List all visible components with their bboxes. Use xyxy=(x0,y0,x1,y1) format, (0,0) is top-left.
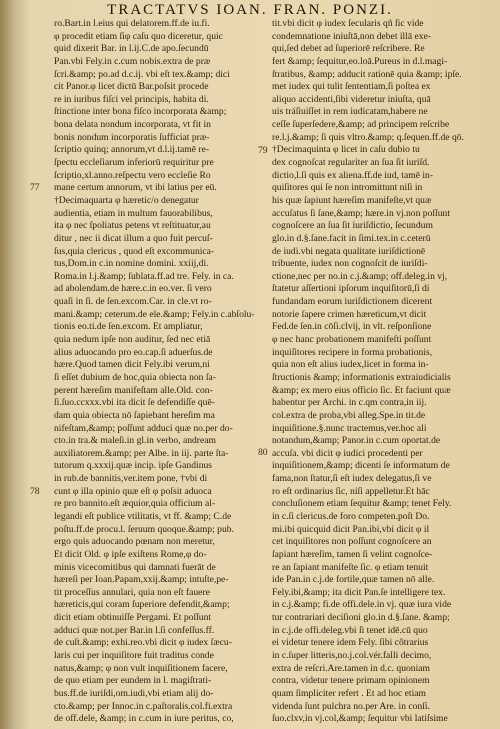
text-line: cto.in tra.& maleſi.in gl.in verbo, andream xyxy=(54,435,216,447)
text-line: inquiſitione.§.nunc tractemus,ver.hoc ali xyxy=(272,422,427,434)
text-line: ditur , nec ii dicat illum a quo fuit percuſ- xyxy=(54,232,213,244)
text-line: adduci quæ not.per Bar.in l.ſi confeſſus.ff. xyxy=(54,624,215,636)
text-line: tribuente, iudex non cognoſcit de iuriſdi- xyxy=(272,258,428,270)
text-line: minis vicecomitibus qui damnati fuerāt de xyxy=(54,561,216,573)
text-line: Fed.de ſen.in cōſi.clvij, in vlt. reſponſione xyxy=(272,321,432,333)
text-line: quia nedum ipſe non auditur, ſed nec etiā xyxy=(54,334,211,346)
text-line: tit.vbi dicit φ iudex ſecularis qñ ſic vide xyxy=(272,18,424,29)
text-line: contra, videtur tenere primam opinionem xyxy=(272,675,430,687)
text-line: accuſa. vbi dicit φ iudici procedenti per xyxy=(272,447,423,459)
text-line: bonis nondum incorporatis ſufficiat præ- xyxy=(54,131,210,143)
text-line: quiſitores qui ſe non intromittunt niſi in xyxy=(272,182,423,194)
text-line: in c.ſuper litteris,no.j.col.vér.falli decimo, xyxy=(272,650,432,662)
text-line: alius aduocando pro eo.cap.ſi aduerſus.de xyxy=(54,346,213,358)
section-number-79: 79 xyxy=(258,145,268,156)
text-line: ſtructionis &amp; informationis extraiudicialis xyxy=(272,371,451,383)
text-line: ide Pan.in c.j.de fortile,quæ tamen nō alle. xyxy=(272,574,435,586)
text-line: fert &amp; ſequitur,eo.loā.Pureus in d.l.magi- xyxy=(272,55,448,67)
text-line: nifeſtam,&amp; poſſunt adduci quæ no.per do- xyxy=(54,422,233,434)
text-line: cto.&amp; per Innoc.in c.paſtoralis.col.fi.extra xyxy=(54,700,233,712)
text-line: quam ſimpliciter refert . Et ad hoc etiam xyxy=(272,687,426,699)
text-line: uis tráſiuiſſet in rem iudicatam,habere ne xyxy=(272,106,428,118)
text-line: ro eſt ordinarius ſic, niſi appelletur.Et hāc xyxy=(272,485,430,497)
text-line: notandum,&amp; Panor.in c.cum oportat.de xyxy=(272,435,441,447)
text-line: extra de reſcri.Are.tamen in d.c. quoniam xyxy=(272,662,430,674)
text-line: ſtinctione inter bona fiſco incorporata &amp; xyxy=(54,106,227,118)
text-line: Roma.in l.j.&amp; ſublata.ff.ad tre. Fely. in ca. xyxy=(54,270,234,282)
text-line: φ nec hanc probationem manifeſti poſſunt xyxy=(272,334,432,346)
text-line: auxiliatorem.&amp; per Albe. in iij. parte ſta- xyxy=(54,447,229,459)
text-line: in c.ſi clericus.de foro competen.poſt Do. xyxy=(272,510,430,522)
text-line: accuſatus ſi ſane,&amp; hære.in vj.non poſſunt xyxy=(272,207,450,219)
text-line: perent hæreſim manifeſtam alle.Old. con- xyxy=(54,384,213,396)
text-line: re.l.j.&amp; ſi quis vltro.&amp; q.ſequen.ff.de qō. xyxy=(272,131,464,143)
text-line: cit Panor.φ licet dictū Bar.poſsit procede xyxy=(54,81,209,93)
text-line: fama,non ſtatur,ſi eſt iudex delegatus,ſi ve xyxy=(272,473,432,485)
text-line: dam quia obiecta nō ſapiebant hereſim ma xyxy=(54,409,215,421)
text-line: ſi.ſuo.ccxxx.vbi ita dicit ſe defendiſſe quē- xyxy=(54,397,215,409)
section-number-78: 78 xyxy=(30,486,40,497)
text-line: hæreſi per Ioan.Papam,xxij.&amp; intuſte,pe- xyxy=(54,574,229,586)
left-text-column xyxy=(54,18,268,726)
text-line: quaſi in ſi. de ſen.excom.Car. in cle.vt ro- xyxy=(54,296,212,308)
text-line: ſapiant hæreſim, tamen ſi velint cognoſce- xyxy=(272,548,433,560)
text-line: ceſſe ſuperſedere,&amp; ad principem reſcribe xyxy=(272,119,450,131)
text-line: cet inquiſitores non poſſunt cognoſcere an xyxy=(272,536,432,548)
text-line: dictio,l.ſi quis ex aliena.ff.de iud, tamē in- xyxy=(272,169,434,181)
text-line: Et dicit Old. φ ipſe exiſtens Rome,φ do- xyxy=(54,548,207,560)
text-line: tur contrariari deciſioni glo.in d.§.ſane. &amp; xyxy=(272,612,450,624)
text-line: condemnatione iniuſtā,non debet illā exe- xyxy=(272,30,432,42)
text-line: ſuo.clxv,in vj.col,&amp; ſequitur vbi latiſsime xyxy=(272,713,448,725)
text-line: tus,Dom.in c.in nomine domini. xxiij,di. xyxy=(54,258,209,270)
text-line: mane certum annorum, vt ibi latius per eū. xyxy=(54,182,217,194)
text-line: ſcriptio,xl.anno.reſpectu vero eccleſie Ro xyxy=(54,169,211,181)
text-line: laris cui per inquiſitore fuit traditus conde xyxy=(54,650,214,662)
text-line: &amp; ex mero eius officio ſic. Et faciunt quæ xyxy=(272,384,451,396)
text-line: hære.Quod tamen dicit Fely.ibi verum,ni xyxy=(54,359,210,371)
text-line: de iudi.vbi negata qualitate iuriſdictionē xyxy=(272,245,426,257)
text-line: ſcri.&amp; po.ad d.c.ij. vbi eſt tex.&amp; dici xyxy=(54,68,230,80)
running-title: TRACTATVS IOAN. FRAN. PONZI. xyxy=(107,2,393,18)
text-line: tit proceſſus annulari, quia non eſt fauere xyxy=(54,586,210,598)
text-line: †Decimaquarta φ hæretic/o denegatur xyxy=(54,194,199,206)
text-line: natus,&amp; φ non vult inquiſitionem facere, xyxy=(54,662,228,674)
text-line: tionis eo.ti.de ſen.excom. Et ampliatur, xyxy=(54,321,203,333)
text-line: cognoſcere an ſua ſit iuriſdictio, ſecundum xyxy=(272,220,433,232)
text-line: inquiſitionem,&amp; dicenti ſe informatum de xyxy=(272,460,450,472)
text-line: Fely.ibi,&amp; ita dicit Pan.ſe intelligere tex. xyxy=(272,586,446,598)
text-line: Pan.vbi Fely.in c.cum nobis.extra de præ xyxy=(54,55,211,67)
text-line: ſtratibus, &amp; adducit rationē quia &amp; ipſe. xyxy=(272,68,462,80)
text-line: bus.ff.de iuriſdi,om.iudi,vbi etiam alij do- xyxy=(54,687,214,699)
text-line: ſpectu eccleſiarum inferiorū requiritur pre xyxy=(54,157,214,169)
text-line: de cuſt.&amp; exhi.reo.vbi dicit φ iudex ſæcu- xyxy=(54,637,232,649)
text-line: ctione,nec per no.in c.j.&amp; off.deleg.in vj, xyxy=(272,270,448,282)
text-line: mani.&amp; ceterum.de ele.&amp; Fely.in c.abſolu- xyxy=(54,308,255,320)
text-line: de off.dele, &amp; in c.cum in iure peritus, co, xyxy=(54,713,234,725)
text-line: quia non eſt alius iudex,licet in forma in- xyxy=(272,359,429,371)
text-line: tutorum q.xxxij.quæ incip. ipſe Gandinus xyxy=(54,460,213,472)
text-line: legandi eſt publice vtilitatis, vt ff. &amp; C.de xyxy=(54,510,232,522)
text-line: fundandam eorum iuriſdictionem dicerent xyxy=(272,296,433,308)
text-line: mi.ibi quicquid dicit Pan.ibi,vbi dicit φ il xyxy=(272,523,430,535)
text-line: bona delata nondum incorporata, vt fit in xyxy=(54,119,211,131)
text-line: in rub.de bannitis,ver.item pone, †vbi di xyxy=(54,473,208,485)
text-line: †Decimaquinta φ licet in caſu dubio tu xyxy=(272,144,420,156)
text-line: re pro bannito.eſt æquior,quia officium al- xyxy=(54,498,216,510)
text-line: habentur per Archi. in c.qm contra,in iij. xyxy=(272,397,427,409)
text-line: col.extra de proba,vbi alleg.Spe.in tit.de xyxy=(272,409,426,421)
text-line: his quæ ſapiunt hæreſim manifeſte,vt quæ xyxy=(272,194,432,206)
text-line: ro.Bart.in l.eius qui delatorem.ff.de iu.fi. xyxy=(54,18,210,29)
text-line: audientia, etiam in multum fauorabilibus, xyxy=(54,207,213,219)
text-line: in c.j.de offi.deleg.vbi ſi tenet idē.cū quo xyxy=(272,624,428,636)
section-number-77: 77 xyxy=(30,182,40,193)
text-line: notorie ſapere crimen hæreticum,vt dicit xyxy=(272,308,427,320)
text-line: glo.in d.§.ſane.facit in ſimi.tex.in c.ceterū xyxy=(272,232,431,244)
section-number-80: 80 xyxy=(258,447,268,458)
binding-shadow xyxy=(0,0,30,729)
text-line: dicit etiam obtinuiſſe Pergami. Et poſſunt xyxy=(54,612,212,624)
text-line: re in iuribus fiſci vel principis, habita di. xyxy=(54,93,209,105)
text-line: inquiſitores recipere in forma probationis, xyxy=(272,346,433,358)
text-line: qui,ſed debet ad ſuperiorē reſcribere. Re xyxy=(272,43,425,55)
text-line: hæreticis,qui coram ſuperiore defendit,&amp; xyxy=(54,599,230,611)
text-line: poſtu.ff.de procu.l. ſeruum quoque.&amp; pub. xyxy=(54,523,234,535)
text-line: in c.j.&amp; fi.de offi.dele.in vj. quæ iura vide xyxy=(272,599,452,611)
text-line: concluſionem etiam ſequitur &amp; tenet Fely. xyxy=(272,498,452,510)
text-line: φ procedit etiam ſiφ caſu quo diceretur, quic xyxy=(54,30,223,42)
text-line: ſcriptio quinq; annorum,vt d.l.ij.tamē re- xyxy=(54,144,210,156)
text-line: ſi eſſet dubium de hoc,quia obiecta non ſa- xyxy=(54,371,216,383)
text-line: de quo etiam per eundem in l. magiſtrati- xyxy=(54,675,212,687)
text-line: ad abolendam.de hære.c.in eo.ver. ſi vero xyxy=(54,283,212,295)
text-line: aliquo accidenti,ſibi videretur iniuſta, quā xyxy=(272,93,431,105)
text-line: ergo quis aduocando pœnam non meretur, xyxy=(54,536,215,548)
text-line: ſtatetur aſſertioni ipſorum inquiſitorū,ſi di xyxy=(272,283,430,295)
text-line: met iudex qui tulit ſententiam,ſi poſtea ex xyxy=(272,81,431,93)
text-line: quid dixerit Bar. in l.ij.C.de apo.ſecundū xyxy=(54,43,209,55)
text-line: ei videtur tenere idem Fely. ſibi côtrarius xyxy=(272,637,429,649)
text-line: ita φ nec ſpoliatus petens vt reſtituatur,au xyxy=(54,220,211,232)
text-line: videnda ſunt pulchra no.per Are. in conſi. xyxy=(272,700,430,712)
text-line: cunt φ illa opinio quæ eſt φ poſsit aduoca xyxy=(54,485,212,497)
text-line: re an ſapiant manifeſte ſic. φ etiam tenuit xyxy=(272,561,429,573)
right-text-column xyxy=(272,18,492,726)
text-line: ſus,quia clericus , quod eſt excommunica- xyxy=(54,245,215,257)
text-line: dex cognoſcat regulariter an ſua ſit iuriſd. xyxy=(272,157,430,169)
